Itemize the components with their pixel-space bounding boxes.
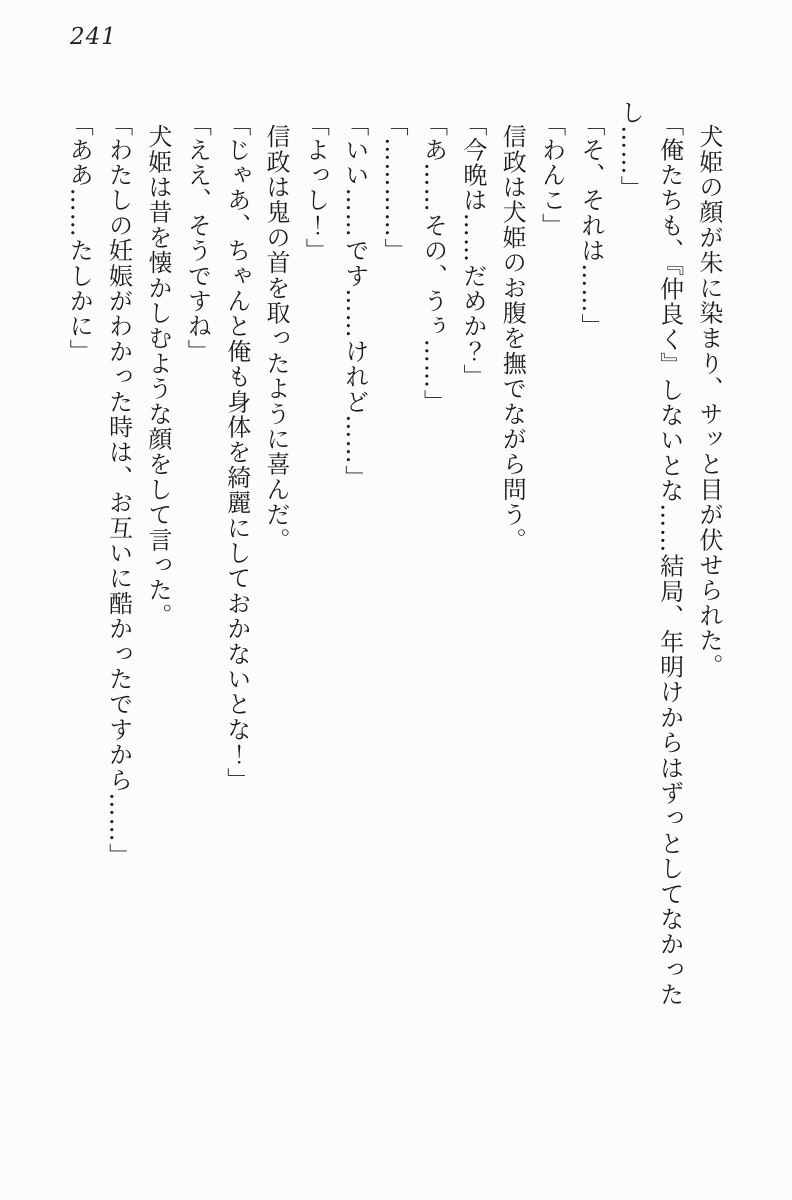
page-number: 241	[70, 24, 117, 50]
text-line-dialogue: 「俺たちも、『仲良く』しないとな……結局、年明けからはずっとしてなかったし……」	[616, 100, 684, 1008]
text-line-dialogue: 「いい……です……けれど……」	[340, 112, 369, 490]
text-line-narration: 犬姫の顔が朱に染まり、サッと目が伏せられた。	[695, 124, 723, 679]
text-line-dialogue: 「わたしの妊娠がわかった時は、お互いに酷かったですから……」	[104, 112, 133, 868]
text-line-narration: 信政は鬼の首を取ったように喜んだ。	[262, 124, 291, 553]
text-line-narration: 信政は犬姫のお腹を撫でながら問う。	[498, 124, 527, 553]
vertical-text-block	[59, 100, 728, 1048]
text-line-dialogue: 「じゃあ、ちゃんと俺も身体を綺麗にしておかないとな！」	[222, 112, 251, 793]
text-line-dialogue: 「ええ、そうですね」	[183, 112, 212, 364]
text-line-dialogue: 「あ……その、うぅ……」	[419, 112, 448, 415]
text-line-dialogue: 「よっし！」	[301, 112, 330, 264]
text-line-dialogue: 「…………」	[380, 112, 409, 264]
text-line-dialogue: 「ああ……たしかに」	[65, 112, 94, 364]
text-line-dialogue: 「わんこ」	[537, 112, 566, 238]
text-line-narration: 犬姫は昔を懐かしむような顔をして言った。	[143, 124, 172, 628]
text-line-dialogue: 「そ、それは……」	[576, 112, 605, 339]
text-line-dialogue: 「今晩は……だめか？」	[458, 112, 487, 390]
